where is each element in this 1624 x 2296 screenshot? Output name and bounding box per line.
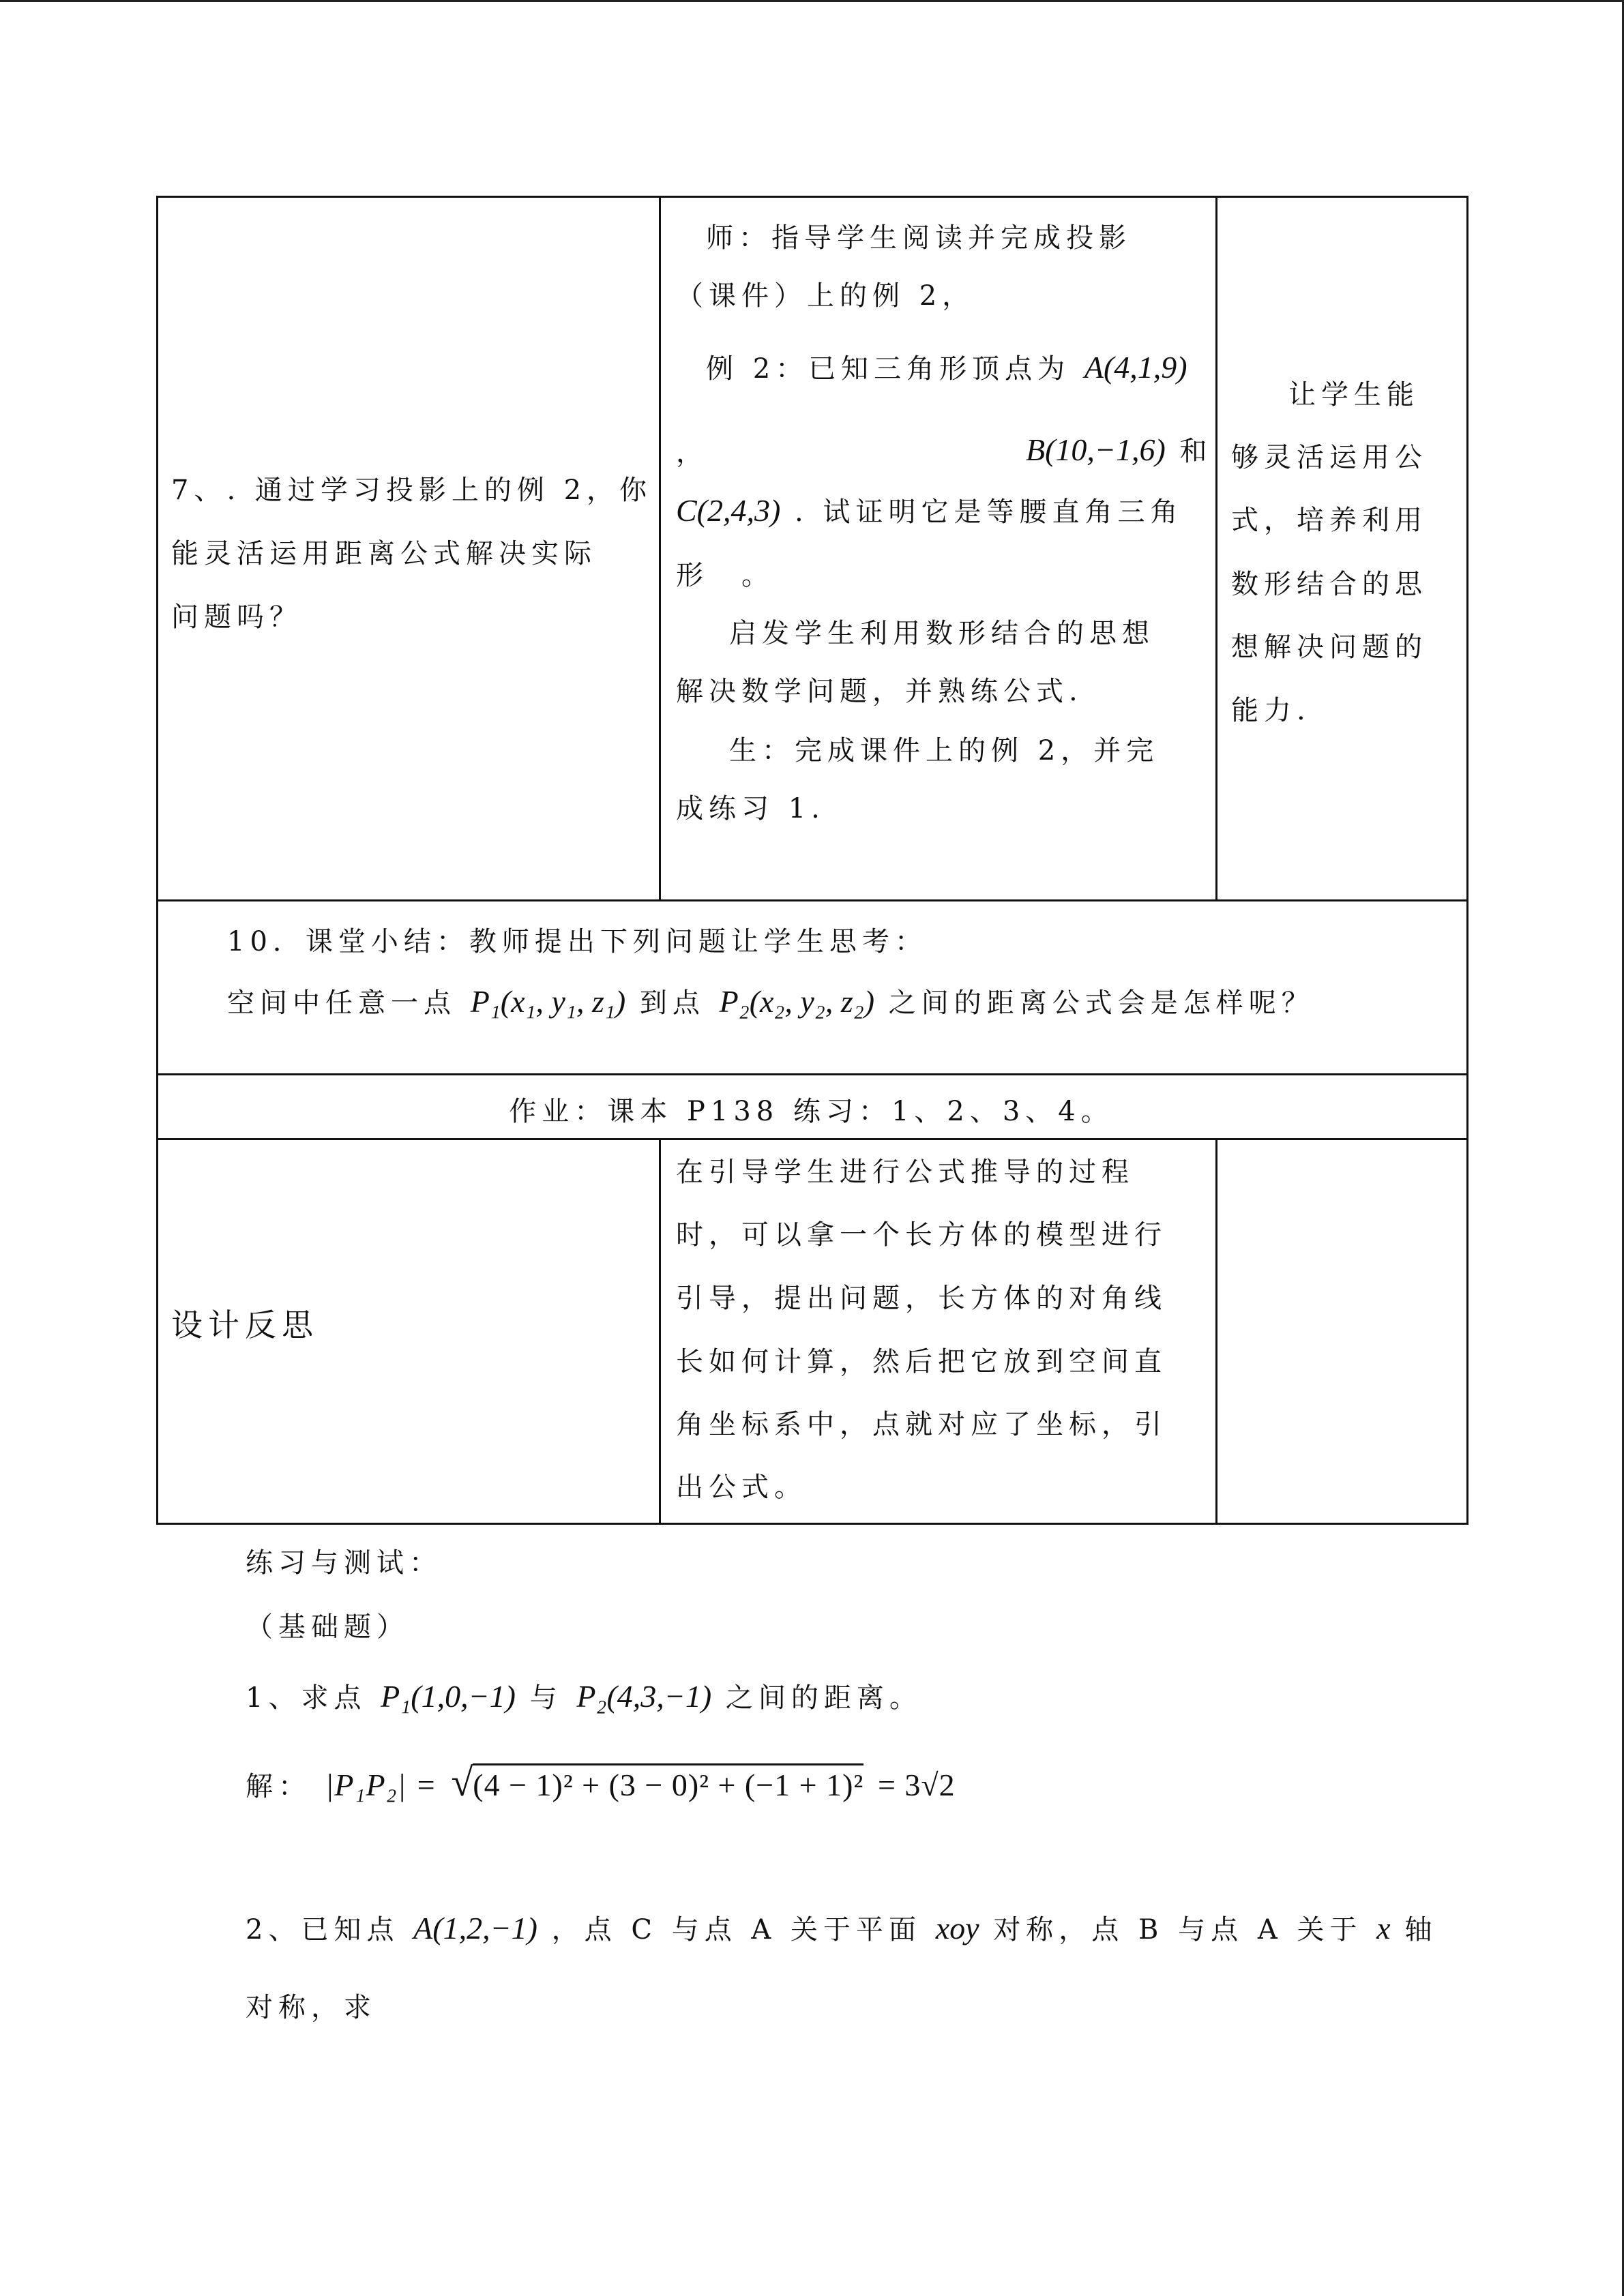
solution-radicand: (4 − 1)² + (3 − 0)² + (−1 + 1)² [473, 1763, 863, 1803]
reflection-line: 时，可以拿一个长方体的模型进行 [676, 1219, 1167, 1251]
question-2-part1: ，点 C 与点 A 关于平面 [551, 1914, 922, 1945]
table-col-divider [1215, 196, 1217, 901]
summary-prompt: 10．课堂小结：教师提出下列问题让学生思考： [227, 926, 928, 957]
table-col-divider [1215, 1139, 1217, 1524]
design-intent-line: 能力. [1231, 695, 1311, 726]
summary-question-to: 到点 [639, 987, 705, 1019]
homework-cell [156, 1073, 1466, 1138]
q2-axis: x [1376, 1911, 1391, 1945]
example-line [676, 490, 1183, 529]
example-line [1026, 430, 1213, 468]
lesson-table [156, 196, 1468, 1525]
reflection-line: 角坐标系中，点就对应了坐标，引 [676, 1409, 1167, 1440]
table-border-right [1466, 196, 1468, 1525]
example-intro: 例 2：已知三角形顶点为 [706, 353, 1071, 385]
table-col-divider [659, 196, 661, 901]
reflection-line: 在引导学生进行公式推导的过程 [676, 1157, 1134, 1188]
example-comma: ， [676, 437, 709, 468]
teacher-line: 师：指导学生阅读并完成投影 [706, 222, 1132, 254]
reflection-line: 引导，提出问题，长方体的对角线 [676, 1283, 1167, 1314]
table-border-left [156, 196, 158, 1525]
design-intent-line: 式，培养利用 [1231, 505, 1428, 536]
teacher-line: 形 。 [676, 560, 774, 591]
solution-1 [246, 1759, 956, 1805]
question-1-intro: 1、求点 [246, 1682, 367, 1714]
summary-question-end: 之间的距离公式会是怎样呢？ [888, 987, 1314, 1019]
question-2 [246, 1908, 1437, 1947]
class-summary-cell [156, 899, 1466, 1073]
q1-point-p1: P₁(1,0,−1) [381, 1679, 516, 1714]
solution-lhs: |P₁P₂| = [325, 1768, 437, 1802]
solution-result: = 3√2 [877, 1768, 956, 1802]
summary-question [227, 981, 1314, 1020]
point-p1: P₁(x₁, y₁, z₁) [470, 984, 626, 1019]
point-c: C(2,4,3) [676, 493, 781, 528]
example-line [706, 347, 1187, 386]
design-intent-line: 想解决问题的 [1231, 631, 1428, 663]
activity-question-line: 能灵活运用距离公式解决实际 [171, 538, 597, 569]
teacher-line: 启发学生利用数形结合的思想 [729, 618, 1155, 649]
example-claim: . 试证明它是等腰直角三角 [795, 496, 1183, 528]
page-top-border [0, 0, 1624, 2]
exercises-heading: 练习与测试： [246, 1547, 442, 1579]
reflection-label-cell [171, 1138, 649, 1523]
table-col-divider [659, 1139, 661, 1524]
exercises-subheading: （基础题） [246, 1611, 409, 1643]
question-1-end: 之间的距离。 [725, 1682, 922, 1714]
point-b: B(10,−1,6) [1026, 432, 1166, 467]
q2-plane: xoy [935, 1911, 979, 1945]
question-1 [246, 1676, 922, 1715]
student-line: 成练习 1. [676, 793, 825, 824]
q2-point-a: A(1,2,−1) [413, 1911, 537, 1945]
table-border-bottom [156, 1523, 1468, 1525]
homework-text: 作业：课本 P138 练习：1、2、3、4。 [509, 1096, 1114, 1127]
reflection-line: 出公式。 [676, 1472, 807, 1503]
solution-label: 解： [246, 1771, 311, 1802]
reflection-content-cell [675, 1138, 1207, 1523]
reflection-label: 设计反思 [171, 1307, 319, 1343]
teacher-line: 解决数学问题，并熟练公式. [676, 676, 1083, 707]
point-a: A(4,1,9) [1084, 350, 1187, 385]
activity-question-line: 7、. 通过学习投影上的例 2，你 [171, 475, 653, 506]
point-p2: P₂(x₂, y₂, z₂) [719, 984, 875, 1019]
activity-question-line: 问题吗？ [171, 601, 302, 633]
question-2-part3: 轴 [1404, 1914, 1438, 1945]
design-intent-line: 数形结合的思 [1231, 569, 1428, 600]
teacher-line: （课件）上的例 2， [676, 280, 975, 312]
question-2-intro: 2、已知点 [246, 1914, 400, 1945]
summary-question-intro: 空间中任意一点 [227, 987, 456, 1019]
reflection-line: 长如何计算，然后把它放到空间直 [676, 1346, 1167, 1377]
question-2-part2: 对称，点 B 与点 A 关于 [993, 1914, 1363, 1945]
design-intent-line: 够灵活运用公 [1231, 442, 1428, 473]
q1-point-p2: P₂(4,3,−1) [576, 1679, 712, 1714]
example-and: 和 [1179, 436, 1213, 467]
table-border-top [156, 196, 1468, 198]
sqrt-sign: √ [451, 1760, 473, 1804]
question-2-line2: 对称，求 [246, 1992, 377, 2023]
design-intent-line: 让学生能 [1288, 379, 1419, 411]
question-1-and: 与 [529, 1682, 563, 1714]
student-line: 生：完成课件上的例 2，并完 [729, 735, 1160, 766]
